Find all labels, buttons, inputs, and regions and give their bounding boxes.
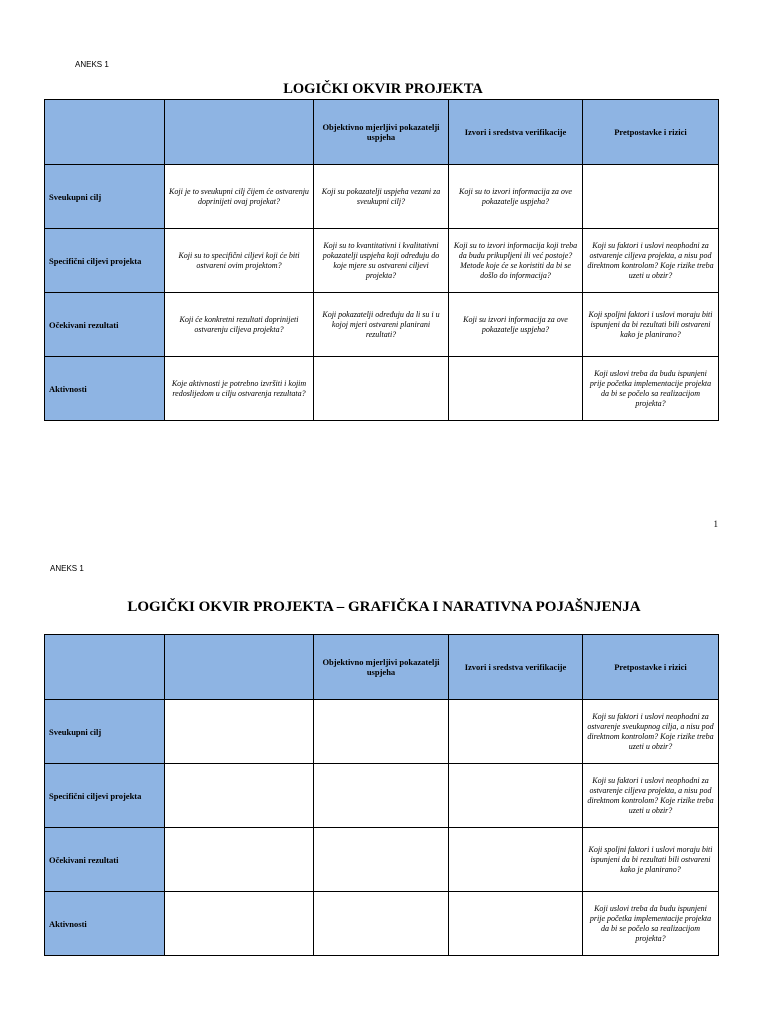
table-row	[45, 700, 719, 764]
table-cell	[165, 892, 314, 956]
row-header-overall-goal: Sveukupni cilj	[45, 700, 165, 764]
table-row	[45, 357, 719, 421]
page-2	[0, 540, 768, 1024]
table-row	[45, 165, 719, 229]
table-cell: Koje aktivnosti je potrebno izvršiti i kojim redoslijedom u cilju ostvarenja rezultata?	[165, 357, 314, 421]
table-cell: Koji su to izvori informacija koji treba da budu prikupljeni ili već postoje? Metode koje će se koristiti da bi se došlo do informacija?	[449, 229, 583, 293]
column-header	[165, 635, 314, 700]
table-cell	[165, 764, 314, 828]
column-header-assumptions: Pretpostavke i rizici	[583, 100, 719, 165]
table-cell: Koji uslovi treba da budu ispunjeni prije početka implementacije projekta da bi se počelo sa realizacijom projekta?	[583, 357, 719, 421]
table-row	[45, 828, 719, 892]
table-cell	[314, 828, 449, 892]
table-row	[45, 293, 719, 357]
row-header-specific-goals: Specifični ciljevi projekta	[45, 764, 165, 828]
table-cell	[165, 828, 314, 892]
column-header-verification: Izvori i sredstva verifikacije	[449, 100, 583, 165]
row-header-activities: Aktivnosti	[45, 892, 165, 956]
row-header-expected-results: Očekivani rezultati	[45, 293, 165, 357]
column-header-indicators: Objektivno mjerljivi pokazatelji uspjeha	[314, 100, 449, 165]
table-cell: Koji su faktori i uslovi neophodni za ostvarenje sveukupnog cilja, a nisu pod direktnom kontrolom? Koje rizike treba uzeti u obzir?	[583, 700, 719, 764]
table-cell	[314, 357, 449, 421]
table-cell: Koji su faktori i uslovi neophodni za ostvarenje ciljeva projekta, a nisu pod direktnom kontrolom? Koje rizike treba uzeti u obzir?	[583, 229, 719, 293]
row-header-activities: Aktivnosti	[45, 357, 165, 421]
table-cell: Koji će konkretni rezultati doprinijeti ostvarenju ciljeva projekta?	[165, 293, 314, 357]
logframe-table	[44, 99, 719, 421]
table-cell	[449, 828, 583, 892]
table-cell	[583, 165, 719, 229]
table-cell: Koji je to sveukupni cilj čijem će ostvarenju doprinijeti ovaj projekat?	[165, 165, 314, 229]
column-header	[165, 100, 314, 165]
table-cell: Koji su faktori i uslovi neophodni za ostvarenje ciljeva projekta, a nisu pod direktnom kontrolom? Koje rizike treba uzeti u obzir?	[583, 764, 719, 828]
table-cell: Koji su to kvantitativni i kvalitativni pokazatelji uspjeha koji određuju do koje mjere su ostvareni ciljevi projekta?	[314, 229, 449, 293]
annex-label: ANEKS 1	[50, 564, 84, 573]
table-cell: Koji su to specifični ciljevi koji će biti ostvareni ovim projektom?	[165, 229, 314, 293]
table-cell	[449, 357, 583, 421]
column-header-verification: Izvori i sredstva verifikacije	[449, 635, 583, 700]
table-row	[45, 229, 719, 293]
table-cell: Koji uslovi treba da budu ispunjeni prije početka implementacije projekta da bi se počelo sa realizacijom projekta?	[583, 892, 719, 956]
table-cell	[165, 700, 314, 764]
table-cell	[314, 700, 449, 764]
table-cell: Koji su izvori informacija za ove pokazatelje uspjeha?	[449, 293, 583, 357]
row-header-overall-goal: Sveukupni cilj	[45, 165, 165, 229]
annex-label: ANEKS 1	[75, 60, 109, 69]
table-cell: Koji spoljni faktori i uslovi moraju biti ispunjeni da bi rezultati bili ostvareni kako je planirano?	[583, 293, 719, 357]
table-cell	[449, 764, 583, 828]
table-cell	[449, 700, 583, 764]
table-cell: Koji pokazatelji određuju da li su i u kojoj mjeri ostvareni planirani rezultati?	[314, 293, 449, 357]
table-row	[45, 892, 719, 956]
corner-header-cell	[45, 100, 165, 165]
page-title: LOGIČKI OKVIR PROJEKTA	[283, 81, 483, 97]
row-header-expected-results: Očekivani rezultati	[45, 828, 165, 892]
table-cell: Koji su pokazatelji uspjeha vezani za sveukupni cilj?	[314, 165, 449, 229]
table-cell: Koji su to izvori informacija za ove pokazatelje uspjeha?	[449, 165, 583, 229]
page-title: LOGIČKI OKVIR PROJEKTA – GRAFIČKA I NARATIVNA POJAŠNJENJA	[127, 599, 641, 615]
page-number: 1	[713, 519, 718, 529]
table-cell: Koji spoljni faktori i uslovi moraju biti ispunjeni da bi rezultati bili ostvareni kako je planirano?	[583, 828, 719, 892]
table-cell	[314, 892, 449, 956]
column-header-indicators: Objektivno mjerljivi pokazatelji uspjeha	[314, 635, 449, 700]
table-cell	[314, 764, 449, 828]
table-row	[45, 764, 719, 828]
table-cell	[449, 892, 583, 956]
column-header-assumptions: Pretpostavke i rizici	[583, 635, 719, 700]
corner-header-cell	[45, 635, 165, 700]
logframe-table-explanations	[44, 634, 719, 956]
row-header-specific-goals: Specifični ciljevi projekta	[45, 229, 165, 293]
